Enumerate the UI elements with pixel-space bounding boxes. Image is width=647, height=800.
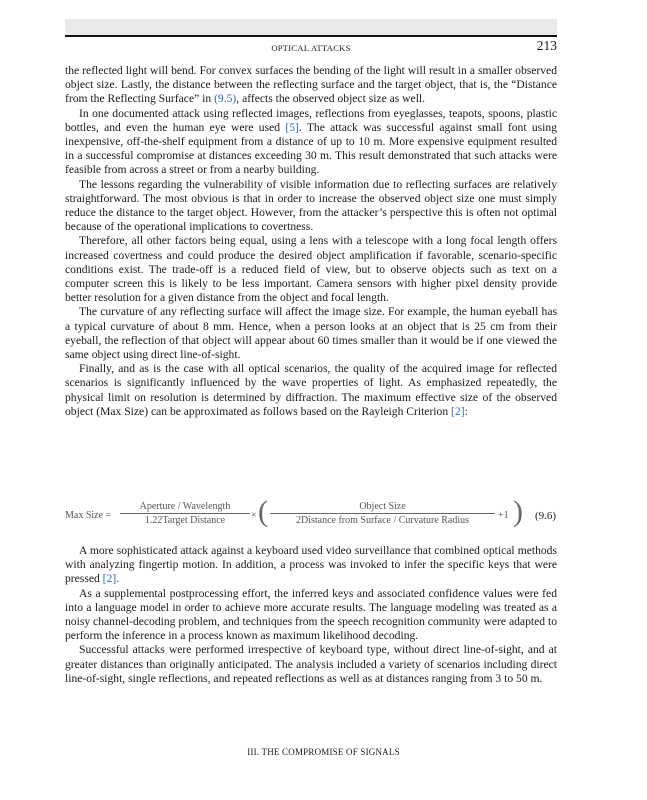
paragraph — [65, 107, 557, 178]
paragraph-text: the reflected light will bend. For convex surfaces the bending of the light will result in a smaller observed object size. Lastly, the distance between the reflecting surface and the target object, that is, the “Distance from the Reflecting Surface” in — [65, 64, 557, 106]
citation-link[interactable]: [5] — [285, 120, 299, 134]
fraction-denominator: 2Distance from Surface / Curvature Radius — [295, 515, 469, 526]
fraction-numerator: Aperture / Wavelength — [120, 501, 250, 514]
paragraph-text: . The attack was successful against small font using inexpensive, off-the-shelf equipment from a distance of up to 10 m. More expensive equipment resulted in a successful compromise at distances exceeding 30 m. This result demonstrated that such attacks were feasible from across a street or from a nearby building. — [65, 120, 557, 177]
right-paren: ) — [513, 495, 523, 528]
page-footer: III. THE COMPROMISE OF SIGNALS — [247, 747, 400, 757]
paragraph — [65, 544, 557, 587]
paragraph-text: , affects the observed object size as well. — [236, 92, 426, 106]
equation-lhs: Max Size = — [65, 510, 112, 521]
times-sign: × — [251, 510, 257, 521]
equation-fraction-1 — [120, 501, 250, 526]
fraction-denominator: 1.22Target Distance — [144, 515, 226, 526]
citation-link[interactable]: [2] — [451, 404, 465, 418]
body-text — [65, 64, 557, 419]
paragraph-text: : — [464, 404, 468, 418]
equation-9-6 — [65, 497, 557, 537]
fraction-numerator: Object Size — [270, 501, 495, 514]
paragraph-text: A more sophisticated attack against a keyboard used video surveillance that combined optical methods with analyzing fingertip motion. In addition, a process was invoked to infer the specific keys that were pressed — [65, 544, 557, 586]
header-band — [65, 19, 557, 35]
paragraph — [65, 362, 557, 419]
paragraph: The lessons regarding the vulnerability of visible information due to reflecting surfaces are relatively straightforward. The most obvious is that in order to increase the observed object size one must simply reduce the distance to the target object. However, from the attacker’s perspective this is often not optimal because of the operational implications to covertness. — [65, 177, 557, 234]
paragraph: The curvature of any reflecting surface will affect the image size. For example, the human eyeball has a typical curvature of about 8 mm. Hence, when a person looks at an object that is 25 cm from their eyeball, the reflection of that object will appear about 60 times smaller than it would be if one viewed the same object using direct line-of-sight. — [65, 305, 557, 362]
header-rule — [65, 35, 557, 37]
running-title: OPTICAL ATTACKS — [271, 43, 351, 53]
paragraph-text: . — [116, 572, 120, 586]
page-number: 213 — [536, 38, 557, 53]
running-head — [65, 38, 557, 55]
paragraph-text: In one documented attack using reflected images, reflections from eyeglasses, teapots, spoons, plastic bottles, and even the human eye were used — [65, 106, 557, 134]
citation-link[interactable]: [2] — [102, 572, 117, 586]
paragraph-text: Finally, and as is the case with all optical scenarios, the quality of the acquired image for reflected scenarios is significantly influenced by the wave properties of light. As emphasized repeatedly, the physical limit on resolution is determined by diffraction. The maximum effective size of the observed object (Max Size) can be approximated as follows based on the Rayleigh Criterion — [65, 362, 557, 418]
equation-reference-link[interactable]: (9.5) — [214, 92, 237, 106]
equation-number: (9.6) — [535, 510, 557, 522]
paragraph: Therefore, all other factors being equal, using a lens with a telescope with a long focal length offers increased covertness and could produce the desired object amplification if favorable, scenario-specific conditions exist. The trade-off is a reduced field of view, but to observe objects such as text on a computer screen this is likely to be less important. Camera sensors with higher pixel density provide better resolution for a given distance from the object and focal length. — [65, 234, 557, 305]
paragraph — [65, 64, 557, 107]
equation-fraction-2 — [270, 501, 495, 526]
left-paren: ( — [258, 495, 268, 528]
body-text-continued — [65, 544, 557, 686]
paragraph: Successful attacks were performed irrespective of keyboard type, without direct line-of-sight, and at greater distances than originally anticipated. The analysis included a variety of scenarios including direct line-of-sight, single reflections, and repeated reflections as well as at distances ranging from 3 to 50 m. — [65, 643, 557, 685]
paragraph: As a supplemental postprocessing effort, the inferred keys and associated confidence values were fed into a language model in order to achieve more accurate results. The language modeling was treated as a noisy channel-decoding problem, and techniques from the speech recognition community were adapted to perform the inference in a process known as maximum likelihood decoding. — [65, 586, 557, 643]
plus-one: +1 — [498, 510, 509, 521]
